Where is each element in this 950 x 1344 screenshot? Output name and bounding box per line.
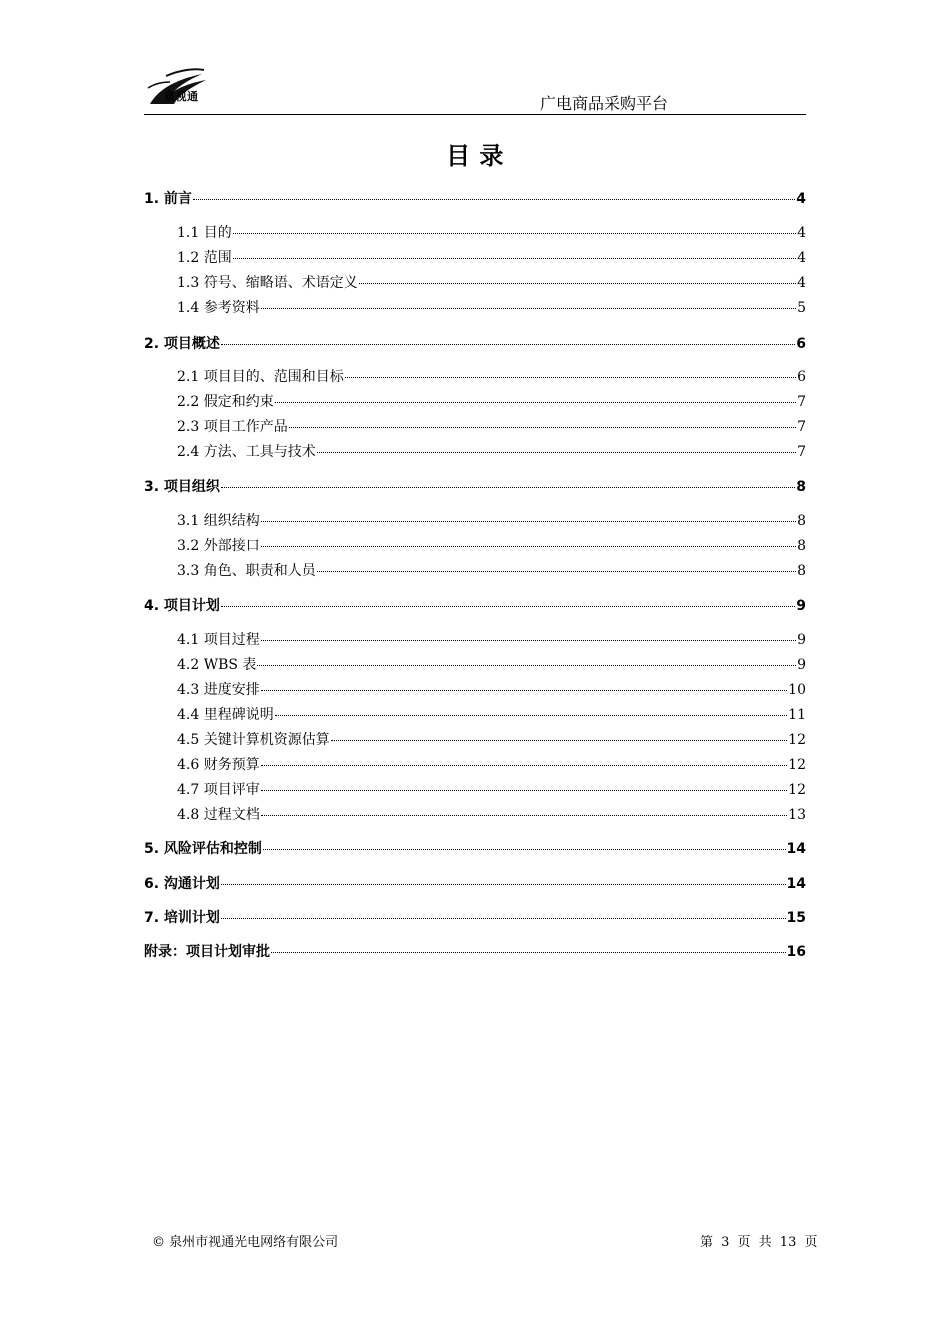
toc-title: 目 录: [446, 142, 504, 170]
footer-page-info: 第 3 页 共 13 页: [700, 1235, 818, 1250]
toc-entry-label: 1.1 目的: [177, 225, 232, 241]
toc-entry-page-number: 8: [796, 479, 806, 495]
toc-dot-leader: [261, 690, 787, 691]
toc-entry[interactable]: [177, 222, 806, 242]
toc-entry-label: 4.3 进度安排: [177, 682, 260, 698]
toc-entry-page-number: 12: [788, 732, 806, 748]
toc-entry-label: 附录：项目计划审批: [144, 944, 270, 960]
toc-dot-leader: [261, 521, 796, 522]
toc-entry-label: 2.1 项目目的、范围和目标: [177, 369, 344, 385]
toc-dot-leader: [221, 918, 786, 919]
toc-entry-label: 4. 项目计划: [144, 598, 220, 614]
toc-entry[interactable]: [177, 247, 806, 267]
toc-entry-label: 2.2 假定和约束: [177, 394, 274, 410]
toc-entry-page-number: 4: [797, 225, 806, 241]
toc-dot-leader: [345, 377, 796, 378]
toc-entry[interactable]: [177, 779, 806, 799]
toc-entry-page-number: 15: [786, 910, 806, 926]
toc-entry-page-number: 6: [796, 336, 806, 352]
toc-entry-label: 4.1 项目过程: [177, 632, 260, 648]
toc-entry-label: 3.1 组织结构: [177, 513, 260, 529]
toc-dot-leader: [317, 452, 796, 453]
toc-entry-label: 3.2 外部接口: [177, 538, 260, 554]
toc-dot-leader: [261, 765, 787, 766]
toc-entry[interactable]: [177, 704, 806, 724]
toc-entry-page-number: 9: [797, 632, 806, 648]
toc-dot-leader: [317, 571, 796, 572]
toc-entry-label: 2. 项目概述: [144, 336, 220, 352]
toc-entry[interactable]: [177, 441, 806, 461]
logo-text: 泉视通: [164, 90, 199, 103]
toc-dot-leader: [261, 546, 796, 547]
toc-entry[interactable]: [144, 595, 806, 615]
toc-entry-label: 3. 项目组织: [144, 479, 220, 495]
toc-entry-label: 4.2 WBS 表: [177, 657, 257, 673]
toc-entry-label: 4.5 关键计算机资源估算: [177, 732, 330, 748]
toc-entry[interactable]: [144, 907, 806, 927]
toc-entry[interactable]: [144, 873, 806, 893]
toc-entry-page-number: 14: [786, 876, 806, 892]
toc-entry-label: 3.3 角色、职责和人员: [177, 563, 316, 579]
toc-entry-label: 1.2 范围: [177, 250, 232, 266]
toc-entry[interactable]: [177, 535, 806, 555]
toc-entry-page-number: 10: [788, 682, 806, 698]
toc-dot-leader: [261, 640, 796, 641]
toc-entry[interactable]: [144, 333, 806, 353]
toc-entry-label: 4.6 财务预算: [177, 757, 260, 773]
toc-dot-leader: [289, 427, 796, 428]
toc-entry-page-number: 12: [788, 757, 806, 773]
toc-entry[interactable]: [177, 416, 806, 436]
toc-entry[interactable]: [177, 366, 806, 386]
toc-dot-leader: [275, 715, 787, 716]
page-header: [144, 62, 806, 115]
toc-entry-label: 7. 培训计划: [144, 910, 220, 926]
toc-entry-page-number: 4: [796, 191, 806, 207]
toc-entry-label: 6. 沟通计划: [144, 876, 220, 892]
toc-entry[interactable]: [177, 654, 806, 674]
toc-dot-leader: [233, 233, 796, 234]
toc-entry-page-number: 7: [797, 419, 806, 435]
toc-entry-page-number: 6: [797, 369, 806, 385]
toc-entry-label: 1. 前言: [144, 191, 192, 207]
toc-entry[interactable]: [144, 838, 806, 858]
toc-entry-page-number: 13: [788, 807, 806, 823]
toc-entry-label: 4.7 项目评审: [177, 782, 260, 798]
toc-entry-page-number: 12: [788, 782, 806, 798]
toc-entry[interactable]: [144, 476, 806, 496]
toc-entry-label: 2.4 方法、工具与技术: [177, 444, 316, 460]
toc-entry-page-number: 8: [797, 563, 806, 579]
toc-dot-leader: [263, 849, 786, 850]
toc-dot-leader: [221, 487, 795, 488]
toc-entry-label: 1.3 符号、缩略语、术语定义: [177, 275, 358, 291]
toc-entry-label: 1.4 参考资料: [177, 300, 260, 316]
toc-entry-label: 2.3 项目工作产品: [177, 419, 288, 435]
toc-entry[interactable]: [177, 804, 806, 824]
toc-entry-label: 5. 风险评估和控制: [144, 841, 262, 857]
toc-dot-leader: [261, 308, 796, 309]
toc-entry-label: 4.4 里程碑说明: [177, 707, 274, 723]
toc-dot-leader: [257, 665, 796, 666]
toc-entry[interactable]: [144, 188, 806, 208]
toc-entry-page-number: 4: [797, 275, 806, 291]
toc-entry-page-number: 4: [797, 250, 806, 266]
toc-dot-leader: [221, 344, 795, 345]
toc-dot-leader: [275, 402, 796, 403]
toc-entry[interactable]: [144, 941, 806, 961]
toc-entry-page-number: 9: [797, 657, 806, 673]
toc-entry-page-number: 7: [797, 444, 806, 460]
toc-entry-label: 4.8 过程文档: [177, 807, 260, 823]
toc-entry-page-number: 9: [796, 598, 806, 614]
toc-entry[interactable]: [177, 629, 806, 649]
toc-dot-leader: [221, 884, 786, 885]
toc-entry-page-number: 14: [786, 841, 806, 857]
platform-title: 广电商品采购平台: [539, 94, 668, 113]
toc-entry-page-number: 7: [797, 394, 806, 410]
toc-dot-leader: [193, 199, 795, 200]
toc-entry[interactable]: [177, 679, 806, 699]
toc-dot-leader: [359, 283, 796, 284]
toc-entry[interactable]: [177, 510, 806, 530]
toc-entry[interactable]: [177, 391, 806, 411]
toc-entry[interactable]: [177, 560, 806, 580]
toc-entry-page-number: 8: [797, 538, 806, 554]
toc-entry[interactable]: [177, 729, 806, 749]
toc-entry-page-number: 5: [797, 300, 806, 316]
toc-entry-page-number: 16: [786, 944, 806, 960]
toc-entry[interactable]: [177, 754, 806, 774]
toc-dot-leader: [261, 815, 787, 816]
toc-dot-leader: [221, 606, 795, 607]
footer-copyright: © 泉州市视通光电网络有限公司: [152, 1235, 339, 1250]
toc-entry[interactable]: [177, 297, 806, 317]
toc-entry[interactable]: [177, 272, 806, 292]
toc-entry-page-number: 11: [788, 707, 806, 723]
toc-dot-leader: [261, 790, 787, 791]
toc-dot-leader: [271, 952, 786, 953]
toc-entry-page-number: 8: [797, 513, 806, 529]
toc-dot-leader: [233, 258, 796, 259]
toc-dot-leader: [331, 740, 787, 741]
